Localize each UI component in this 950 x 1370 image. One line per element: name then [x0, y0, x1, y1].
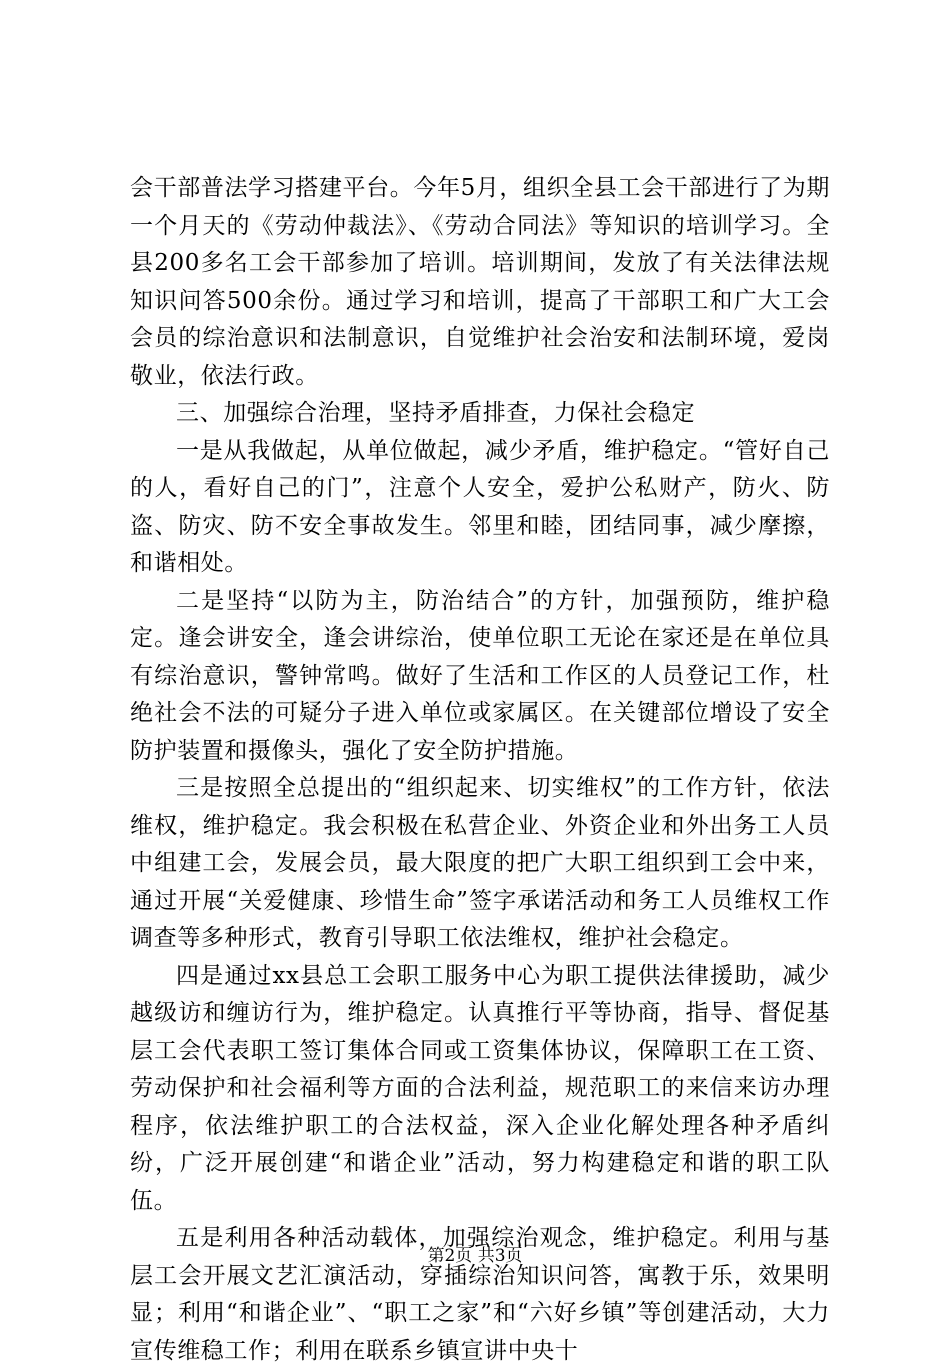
paragraph-continuation: 会干部普法学习搭建平台。今年5月，组织全县工会干部进行了为期一个月天的《劳动仲裁法》、《劳动合同法》等知识的培训学习。全县200多名工会干部参加了培训。培训期间，发放了有关法律法规知识问答500余份。通过学习和培训，提高了干部职工和广大工会会员的综治意识和法制意识，自觉维护社会治安和法制环境，爱岗敬业，依法行政。 [130, 175, 830, 389]
page-footer: 第2页 共3页 [427, 1246, 523, 1266]
paragraph-item-1: 一是从我做起，从单位做起，减少矛盾，维护稳定。“管好自己的人，看好自己的门”，注意个人安全，爱护公私财产，防火、防盗、防灾、防不安全事故发生。邻里和睦，团结同事，减少摩擦，和谐相处。 [130, 437, 830, 576]
paragraph-item-3: 三是按照全总提出的“组织起来、切实维权”的工作方针，依法维权，维护稳定。我会积极在私营企业、外资企业和外出务工人员中组建工会，发展会员，最大限度的把广大职工组织到工会中来，通过开展“关爱健康、珍惜生命”签字承诺活动和务工人员维权工作调查等多种形式，教育引导职工依法维权，维护社会稳定。 [130, 775, 830, 951]
paragraph-item-5: 五是利用各种活动载体，加强综治观念，维护稳定。利用与基层工会开展文艺汇演活动，穿插综治知识问答，寓教于乐，效果明显；利用“和谐企业”、“职工之家”和“六好乡镇”等创建活动，大力宣传维稳工作；利用在联系乡镇宣讲中央十 [130, 1225, 830, 1364]
paragraph-item-4: 四是通过xx县总工会职工服务中心为职工提供法律援助，减少越级访和缠访行为，维护稳定。认真推行平等协商，指导、督促基层工会代表职工签订集体合同或工资集体协议，保障职工在工资、劳动保护和社会福利等方面的合法利益，规范职工的来信来访办理程序，依法维护职工的合法权益，深入企业化解处理各种矛盾纠纷，广泛开展创建“和谐企业”活动，努力构建稳定和谐的职工队伍。 [130, 962, 830, 1214]
section-heading: 三、加强综合治理，坚持矛盾排查，力保社会稳定 [176, 400, 696, 426]
paragraph-item-2: 二是坚持“以防为主，防治结合”的方针，加强预防，维护稳定。逢会讲安全，逢会讲综治，使单位职工无论在家还是在单位具有综治意识，警钟常鸣。做好了生活和工作区的人员登记工作，杜绝社会不法的可疑分子进入单位或家属区。在关键部位增设了安全防护装置和摄像头，强化了安全防护措施。 [130, 587, 830, 764]
document-body [130, 170, 830, 1370]
